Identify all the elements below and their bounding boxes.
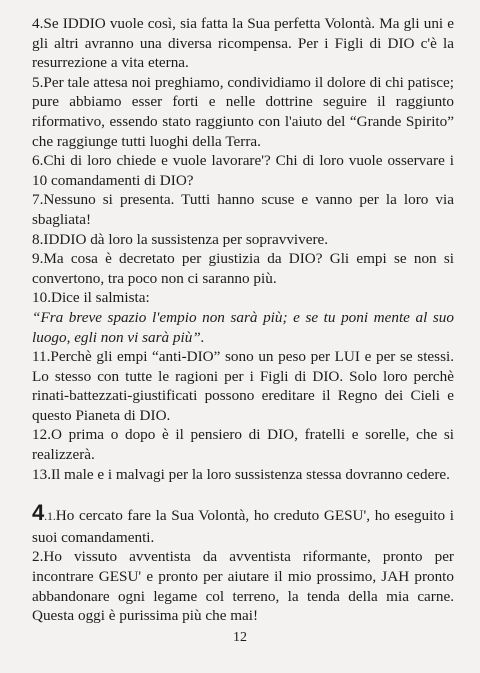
page-number: 12 (233, 630, 247, 645)
paragraph: 8.IDDIO dà loro la sussistenza per sopravvivere. (32, 230, 329, 248)
paragraph: 13.Il male e i malvagi per la loro sussistenza stessa dovranno cedere. (32, 465, 450, 483)
paragraph: 2.Ho vissuto avventista da avventista riformante, pronto per incontrare GESU' e pronto per aiutare il mio prossimo, JAH pronto abbandonare ogni legame col terreno, la tenda della mia carne. Questa oggi è purissima più che mai! (32, 548, 454, 625)
paragraph: 12.O prima o dopo è il pensiero di DIO, fratelli e sorelle, che si realizzerà. (32, 426, 454, 464)
paragraph-block-lower (32, 547, 454, 625)
section-gap (32, 484, 454, 503)
section-4-first-paragraph (32, 500, 454, 547)
paragraph: 9.Ma cosa è decretato per giustizia da DIO? Gli empi se non si convertono, tra poco non ci saranno più. (32, 250, 454, 287)
paragraph: 11.Perchè gli empi “anti-DIO” sono un peso per LUI e per se stessi. Lo stesso con tutte le ragioni per i Figli di DIO. Solo loro perchè rinati-battezzati-giustificati possono ereditare il Regno dei Cieli e questo Pianeta di DIO. (32, 348, 454, 424)
section-number: 4 (32, 500, 45, 526)
paragraph: 5.Per tale attesa noi preghiamo, condividiamo il dolore di chi patisce; pure abbiamo esser forti e nelle dottrine seguire il raggiunto riformativo, essendo stato raggiunto con l'aiuto del “Grande Spirito” che raggiunge tutti luoghi della Terra. (32, 73, 454, 150)
paragraph: 7.Nessuno si presenta. Tutti hanno scuse e vanno per la loro via sbagliata! (32, 191, 454, 228)
paragraph: 10.Dice il salmista: (32, 289, 150, 307)
quotation-paragraph: “Fra breve spazio l'empio non sarà più; e se tu poni mente al suo luogo, egli non vi sarà più”. (32, 308, 454, 346)
section-subnumber: .1. (44, 511, 56, 524)
paragraph: 4.Se IDDIO vuole così, sia fatta la Sua perfetta Volontà. Ma gli uni e gli altri avranno una diversa ricompensa. Per i Figli di DIO c'è la resurrezione a vita eterna. (32, 15, 454, 72)
section-first-text: Ho cercato fare la Sua Volontà, ho creduto GESU', ho eseguito i suoi comandamenti. (32, 507, 454, 546)
paragraph: 6.Chi di loro chiede e vuole lavorare'? Chi di loro vuole osservare i 10 comandamenti di DIO? (32, 152, 454, 189)
paragraph-block-upper (32, 14, 454, 484)
